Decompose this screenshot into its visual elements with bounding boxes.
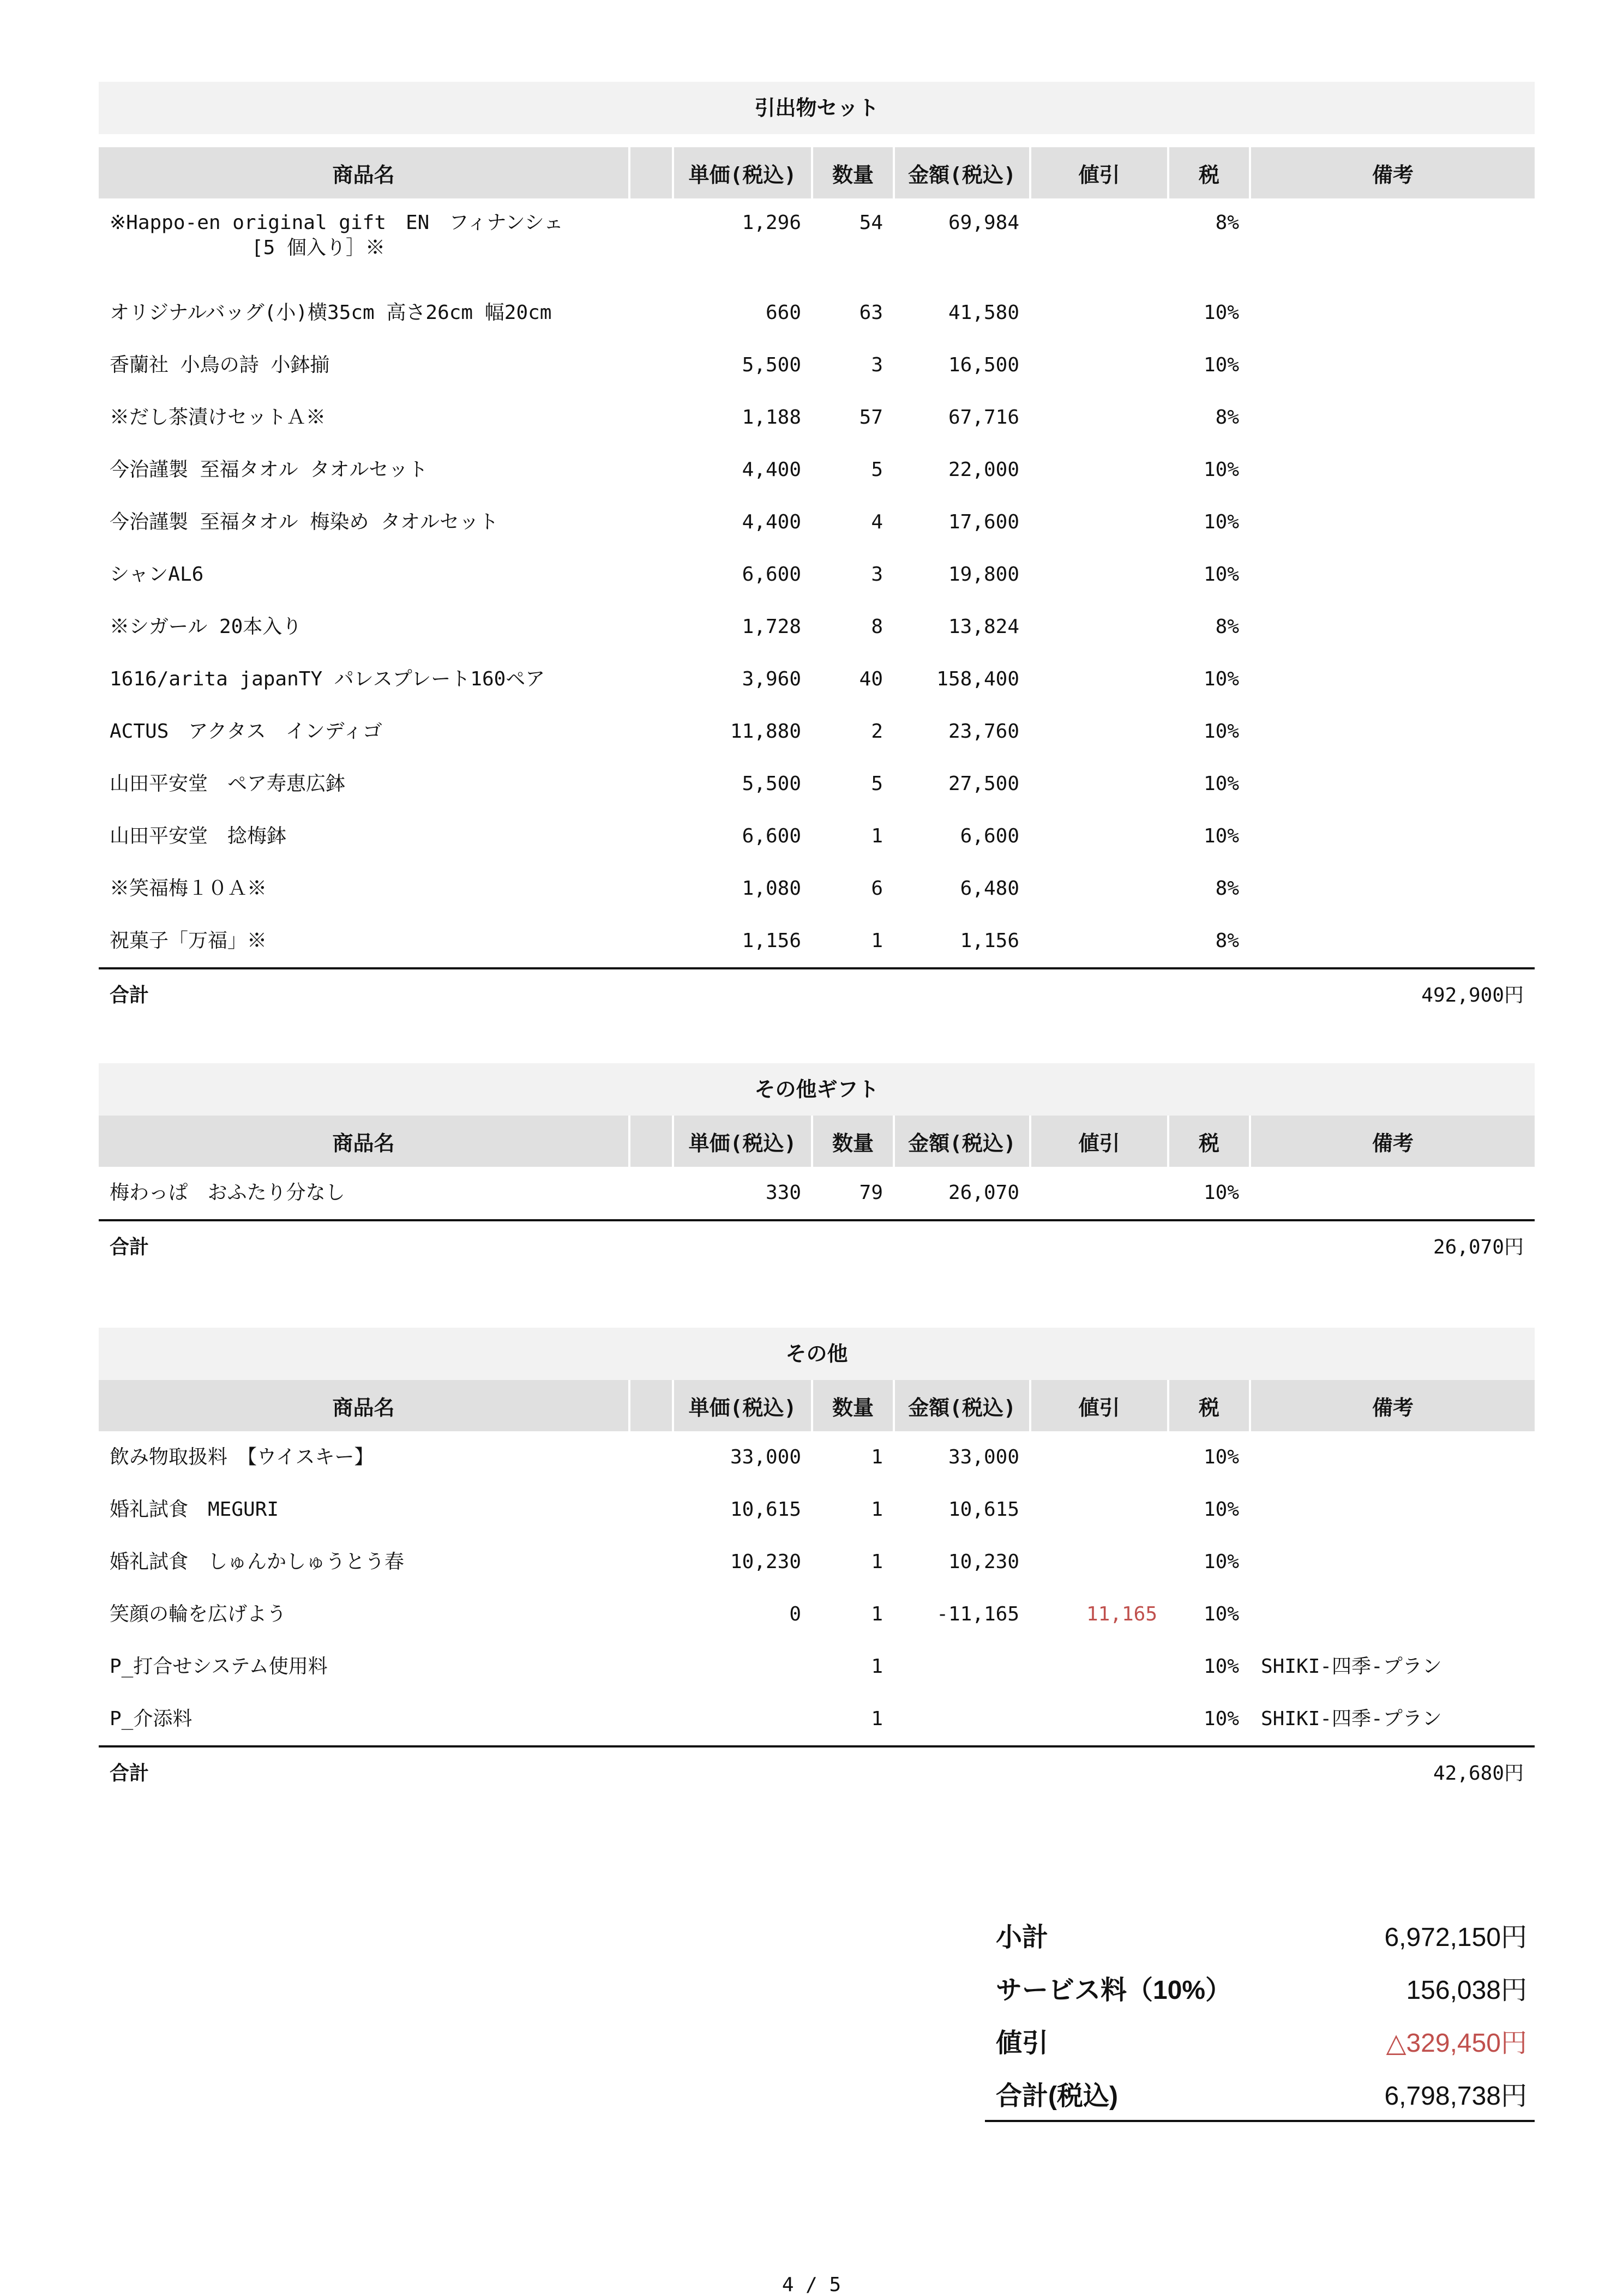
amount-cell: 10,615 bbox=[948, 1498, 1019, 1521]
amount-cell: 6,600 bbox=[960, 825, 1019, 847]
col-header-amount: 金額(税込) bbox=[894, 1116, 1030, 1167]
section-other-gifts bbox=[99, 1063, 1535, 1274]
summary-box bbox=[985, 1908, 1535, 2122]
discount-cell bbox=[1030, 601, 1168, 653]
discount-cell bbox=[1030, 287, 1168, 339]
product-name-cell: 今治謹製 至福タオル タオルセット bbox=[110, 459, 428, 481]
product-name-cell: 婚礼試食 MEGURI bbox=[110, 1498, 279, 1521]
amount-cell: 33,000 bbox=[948, 1446, 1019, 1468]
tax-cell: 10% bbox=[1203, 354, 1239, 376]
quantity-cell: 1 bbox=[871, 1498, 883, 1521]
table-row bbox=[99, 339, 1535, 391]
discount-cell bbox=[1030, 758, 1168, 810]
col-header-price: 単価(税込) bbox=[673, 147, 812, 198]
discount-cell bbox=[1030, 1167, 1168, 1220]
product-name-cell: 香蘭社 小鳥の詩 小鉢揃 bbox=[110, 354, 330, 376]
spacer-cell bbox=[629, 706, 673, 758]
subtotal-value: 6,972,150円 bbox=[1384, 1923, 1527, 1952]
note-cell bbox=[1250, 1588, 1535, 1641]
amount-cell: -11,165 bbox=[936, 1603, 1019, 1625]
page-number: 4 / 5 bbox=[782, 2274, 841, 2296]
product-name-cell: 笑顔の輪を広げよう bbox=[110, 1603, 287, 1625]
unit-price-cell: 33,000 bbox=[730, 1446, 801, 1468]
note-cell bbox=[1250, 1167, 1535, 1220]
spacer-cell bbox=[629, 391, 673, 444]
quantity-cell: 8 bbox=[871, 616, 883, 638]
discount-cell bbox=[1030, 391, 1168, 444]
tax-cell: 8% bbox=[1215, 877, 1239, 900]
product-name-cell: ※だし茶漬けセットＡ※ bbox=[110, 406, 326, 429]
product-name-cell: ※笑福梅１０Ａ※ bbox=[110, 877, 267, 900]
table-header bbox=[99, 1116, 1535, 1167]
table-row bbox=[99, 1588, 1535, 1641]
note-cell bbox=[1250, 1536, 1535, 1588]
quantity-cell: 57 bbox=[859, 406, 883, 429]
table-header bbox=[99, 1380, 1535, 1431]
note-cell bbox=[1250, 198, 1535, 287]
product-name-cell: 1616/arita japanTY パレスプレート160ペア bbox=[110, 668, 545, 690]
amount-cell: 41,580 bbox=[948, 302, 1019, 324]
tax-cell: 10% bbox=[1203, 1551, 1239, 1573]
product-name-cell: 婚礼試食 しゅんかしゅうとう春 bbox=[110, 1551, 405, 1573]
spacer-cell bbox=[629, 758, 673, 810]
col-header-note: 備考 bbox=[1250, 147, 1535, 198]
tax-cell: 10% bbox=[1203, 1446, 1239, 1468]
amount-cell: 22,000 bbox=[948, 459, 1019, 481]
total-label: 合計 bbox=[99, 1220, 629, 1274]
tax-cell: 8% bbox=[1215, 616, 1239, 638]
product-name-line1: ※Happo-en original gift EN フィナンシェ bbox=[110, 212, 564, 234]
spacer-cell bbox=[629, 1693, 673, 1746]
unit-price-cell: 660 bbox=[765, 302, 801, 324]
unit-price-cell: 5,500 bbox=[742, 773, 801, 795]
quantity-cell: 1 bbox=[871, 1655, 883, 1678]
table-row bbox=[99, 810, 1535, 863]
product-name-line2: [5 個入り］※ bbox=[251, 237, 386, 259]
subtotal-label: 小計 bbox=[996, 1923, 1049, 1952]
note-cell: SHIKI-四季-プラン bbox=[1261, 1708, 1442, 1730]
amount-cell bbox=[894, 1693, 1030, 1746]
discount-cell bbox=[1030, 863, 1168, 915]
quantity-cell: 1 bbox=[871, 1446, 883, 1468]
amount-cell: 27,500 bbox=[948, 773, 1019, 795]
unit-price-cell bbox=[673, 1641, 812, 1693]
total-label: 合計 bbox=[99, 1746, 629, 1800]
quantity-cell: 5 bbox=[871, 773, 883, 795]
product-name-cell: P_介添料 bbox=[110, 1708, 193, 1730]
table-row bbox=[99, 915, 1535, 968]
tax-cell: 8% bbox=[1215, 930, 1239, 952]
table-row bbox=[99, 1431, 1535, 1484]
product-name-cell: オリジナルバッグ(小)横35cm 高さ26cm 幅20cm bbox=[110, 302, 552, 324]
table-row bbox=[99, 653, 1535, 706]
discount-cell bbox=[1030, 706, 1168, 758]
quantity-cell: 6 bbox=[871, 877, 883, 900]
quantity-cell: 54 bbox=[859, 212, 883, 234]
section-total-amount: 42,680円 bbox=[629, 1746, 1535, 1800]
note-cell bbox=[1250, 601, 1535, 653]
discount-cell bbox=[1030, 1484, 1168, 1536]
table-row bbox=[99, 1167, 1535, 1220]
service-value: 156,038円 bbox=[1406, 1976, 1527, 2005]
product-name-cell bbox=[99, 198, 629, 287]
section-other bbox=[99, 1328, 1535, 1800]
unit-price-cell: 5,500 bbox=[742, 354, 801, 376]
spacer-cell bbox=[629, 287, 673, 339]
discount-cell bbox=[1030, 810, 1168, 863]
table-row bbox=[99, 863, 1535, 915]
discount-cell bbox=[1030, 549, 1168, 601]
table-row bbox=[99, 706, 1535, 758]
col-header-name: 商品名 bbox=[99, 147, 629, 198]
product-name-cell: P_打合せシステム使用料 bbox=[110, 1655, 328, 1678]
quantity-cell: 3 bbox=[871, 354, 883, 376]
amount-cell: 16,500 bbox=[948, 354, 1019, 376]
tax-cell: 10% bbox=[1203, 1655, 1239, 1678]
unit-price-cell: 1,728 bbox=[742, 616, 801, 638]
col-header-tax: 税 bbox=[1168, 147, 1250, 198]
tax-cell: 10% bbox=[1203, 720, 1239, 743]
unit-price-cell: 6,600 bbox=[742, 563, 801, 586]
col-header-tax: 税 bbox=[1168, 1116, 1250, 1167]
quantity-cell: 1 bbox=[871, 825, 883, 847]
amount-cell: 13,824 bbox=[948, 616, 1019, 638]
col-header-tax: 税 bbox=[1168, 1380, 1250, 1431]
unit-price-cell: 10,615 bbox=[730, 1498, 801, 1521]
table-row bbox=[99, 601, 1535, 653]
col-header-spacer bbox=[629, 1380, 673, 1431]
col-header-discount: 値引 bbox=[1030, 1116, 1168, 1167]
discount-cell: 11,165 bbox=[1086, 1603, 1157, 1625]
quantity-cell: 1 bbox=[871, 930, 883, 952]
product-name-cell: 飲み物取扱料 【ウイスキー】 bbox=[110, 1446, 374, 1468]
summary-subtotal bbox=[985, 1908, 1535, 1961]
discount-cell bbox=[1030, 1641, 1168, 1693]
table-row bbox=[99, 391, 1535, 444]
section-title: 引出物セット bbox=[99, 82, 1535, 134]
spacer-cell bbox=[629, 1536, 673, 1588]
total-label: 合計 bbox=[99, 968, 629, 1022]
discount-cell bbox=[1030, 198, 1168, 287]
summary-service bbox=[985, 1961, 1535, 2014]
note-cell bbox=[1250, 496, 1535, 549]
note-cell bbox=[1250, 810, 1535, 863]
product-name-cell: 今治謹製 至福タオル 梅染め タオルセット bbox=[110, 511, 499, 533]
section-total-amount: 26,070円 bbox=[629, 1220, 1535, 1274]
items-table bbox=[99, 1380, 1535, 1800]
section-title: その他 bbox=[99, 1328, 1535, 1380]
product-name-cell: 祝菓子「万福」※ bbox=[110, 930, 267, 952]
amount-cell: 17,600 bbox=[948, 511, 1019, 533]
spacer-cell bbox=[629, 339, 673, 391]
note-cell bbox=[1250, 339, 1535, 391]
spacer-cell bbox=[629, 810, 673, 863]
amount-cell: 158,400 bbox=[936, 668, 1019, 690]
product-name-cell: ACTUS アクタス インディゴ bbox=[110, 720, 382, 743]
table-row bbox=[99, 1484, 1535, 1536]
unit-price-cell: 0 bbox=[789, 1603, 801, 1625]
note-cell bbox=[1250, 915, 1535, 968]
tax-cell: 10% bbox=[1203, 302, 1239, 324]
discount-value: △329,450円 bbox=[1386, 2029, 1527, 2058]
unit-price-cell: 4,400 bbox=[742, 511, 801, 533]
col-header-spacer bbox=[629, 147, 673, 198]
spacer-cell bbox=[629, 915, 673, 968]
tax-cell: 10% bbox=[1203, 1498, 1239, 1521]
tax-cell: 10% bbox=[1203, 1182, 1239, 1204]
spacer-cell bbox=[629, 444, 673, 496]
note-cell bbox=[1250, 653, 1535, 706]
col-header-name: 商品名 bbox=[99, 1116, 629, 1167]
spacer-cell bbox=[629, 653, 673, 706]
tax-cell: 10% bbox=[1203, 1708, 1239, 1730]
col-header-price: 単価(税込) bbox=[673, 1116, 812, 1167]
items-table bbox=[99, 1116, 1535, 1274]
discount-cell bbox=[1030, 339, 1168, 391]
amount-cell: 67,716 bbox=[948, 406, 1019, 429]
quantity-cell: 3 bbox=[871, 563, 883, 586]
quantity-cell: 40 bbox=[859, 668, 883, 690]
col-header-spacer bbox=[629, 1116, 673, 1167]
unit-price-cell: 1,188 bbox=[742, 406, 801, 429]
quantity-cell: 79 bbox=[859, 1182, 883, 1204]
col-header-qty: 数量 bbox=[812, 1116, 894, 1167]
col-header-qty: 数量 bbox=[812, 1380, 894, 1431]
spacer-cell bbox=[629, 1167, 673, 1220]
note-cell bbox=[1250, 549, 1535, 601]
spacer-cell bbox=[629, 549, 673, 601]
table-row bbox=[99, 1641, 1535, 1693]
product-name-cell: シャンAL6 bbox=[110, 563, 204, 586]
spacer-cell bbox=[629, 863, 673, 915]
quantity-cell: 5 bbox=[871, 459, 883, 481]
note-cell bbox=[1250, 444, 1535, 496]
unit-price-cell: 3,960 bbox=[742, 668, 801, 690]
section-hikidemono bbox=[99, 82, 1535, 1022]
discount-cell bbox=[1030, 496, 1168, 549]
amount-cell: 23,760 bbox=[948, 720, 1019, 743]
unit-price-cell: 1,080 bbox=[742, 877, 801, 900]
discount-cell bbox=[1030, 653, 1168, 706]
unit-price-cell: 6,600 bbox=[742, 825, 801, 847]
spacer-cell bbox=[629, 1431, 673, 1484]
quantity-cell: 1 bbox=[871, 1551, 883, 1573]
tax-cell: 8% bbox=[1215, 406, 1239, 429]
col-header-name: 商品名 bbox=[99, 1380, 629, 1431]
amount-cell: 6,480 bbox=[960, 877, 1019, 900]
note-cell bbox=[1250, 706, 1535, 758]
col-header-note: 備考 bbox=[1250, 1380, 1535, 1431]
quantity-cell: 63 bbox=[859, 302, 883, 324]
amount-cell: 19,800 bbox=[948, 563, 1019, 586]
discount-cell bbox=[1030, 1536, 1168, 1588]
table-row bbox=[99, 287, 1535, 339]
col-header-amount: 金額(税込) bbox=[894, 1380, 1030, 1431]
col-header-discount: 値引 bbox=[1030, 147, 1168, 198]
col-header-note: 備考 bbox=[1250, 1116, 1535, 1167]
amount-cell: 1,156 bbox=[960, 930, 1019, 952]
col-header-amount: 金額(税込) bbox=[894, 147, 1030, 198]
table-row bbox=[99, 549, 1535, 601]
amount-cell: 26,070 bbox=[948, 1182, 1019, 1204]
spacer-cell bbox=[629, 1588, 673, 1641]
section-title: その他ギフト bbox=[99, 1063, 1535, 1116]
summary-grand-total bbox=[985, 2067, 1535, 2122]
tax-cell: 10% bbox=[1203, 825, 1239, 847]
unit-price-cell: 330 bbox=[765, 1182, 801, 1204]
grand-total-value: 6,798,738円 bbox=[1384, 2082, 1527, 2111]
unit-price-cell: 1,156 bbox=[742, 930, 801, 952]
quantity-cell: 2 bbox=[871, 720, 883, 743]
note-cell bbox=[1250, 758, 1535, 810]
col-header-price: 単価(税込) bbox=[673, 1380, 812, 1431]
table-row bbox=[99, 1536, 1535, 1588]
note-cell bbox=[1250, 287, 1535, 339]
note-cell bbox=[1250, 391, 1535, 444]
col-header-qty: 数量 bbox=[812, 147, 894, 198]
table-row bbox=[99, 1693, 1535, 1746]
table-row bbox=[99, 758, 1535, 810]
grand-total-label: 合計(税込) bbox=[996, 2082, 1118, 2111]
spacer-cell bbox=[629, 601, 673, 653]
table-row bbox=[99, 198, 1535, 287]
table-row bbox=[99, 496, 1535, 549]
tax-cell: 8% bbox=[1215, 212, 1239, 234]
quantity-cell: 1 bbox=[871, 1708, 883, 1730]
note-cell: SHIKI-四季-プラン bbox=[1261, 1655, 1442, 1678]
service-label: サービス料（10%） bbox=[996, 1976, 1232, 2005]
spacer-cell bbox=[629, 198, 673, 287]
tax-cell: 10% bbox=[1203, 511, 1239, 533]
unit-price-cell: 10,230 bbox=[730, 1551, 801, 1573]
unit-price-cell: 4,400 bbox=[742, 459, 801, 481]
spacer-cell bbox=[629, 1641, 673, 1693]
note-cell bbox=[1250, 1431, 1535, 1484]
unit-price-cell: 11,880 bbox=[730, 720, 801, 743]
amount-cell: 69,984 bbox=[948, 212, 1019, 234]
quantity-cell: 4 bbox=[871, 511, 883, 533]
unit-price-cell bbox=[673, 1693, 812, 1746]
note-cell bbox=[1250, 863, 1535, 915]
amount-cell bbox=[894, 1641, 1030, 1693]
spacer-cell bbox=[629, 496, 673, 549]
product-name-cell: 山田平安堂 ペア寿恵広鉢 bbox=[110, 773, 346, 795]
tax-cell: 10% bbox=[1203, 668, 1239, 690]
section-total-row bbox=[99, 968, 1535, 1022]
summary-discount bbox=[985, 2014, 1535, 2067]
discount-cell bbox=[1030, 1693, 1168, 1746]
product-name-cell: 梅わっぱ おふたり分なし bbox=[110, 1182, 345, 1204]
discount-label: 値引 bbox=[996, 2029, 1049, 2058]
quantity-cell: 1 bbox=[871, 1603, 883, 1625]
product-name-cell: 山田平安堂 捻梅鉢 bbox=[110, 825, 287, 847]
col-header-discount: 値引 bbox=[1030, 1380, 1168, 1431]
discount-cell bbox=[1030, 915, 1168, 968]
table-header bbox=[99, 147, 1535, 198]
section-total-amount: 492,900円 bbox=[629, 968, 1535, 1022]
spacer-cell bbox=[629, 1484, 673, 1536]
amount-cell: 10,230 bbox=[948, 1551, 1019, 1573]
unit-price-cell: 1,296 bbox=[742, 212, 801, 234]
note-cell bbox=[1250, 1484, 1535, 1536]
tax-cell: 10% bbox=[1203, 459, 1239, 481]
tax-cell: 10% bbox=[1203, 1603, 1239, 1625]
section-total-row bbox=[99, 1746, 1535, 1800]
tax-cell: 10% bbox=[1203, 563, 1239, 586]
discount-cell bbox=[1030, 444, 1168, 496]
product-name-cell: ※シガール 20本入り bbox=[110, 616, 302, 638]
items-table bbox=[99, 147, 1535, 1022]
discount-cell bbox=[1030, 1431, 1168, 1484]
tax-cell: 10% bbox=[1203, 773, 1239, 795]
table-row bbox=[99, 444, 1535, 496]
section-total-row bbox=[99, 1220, 1535, 1274]
